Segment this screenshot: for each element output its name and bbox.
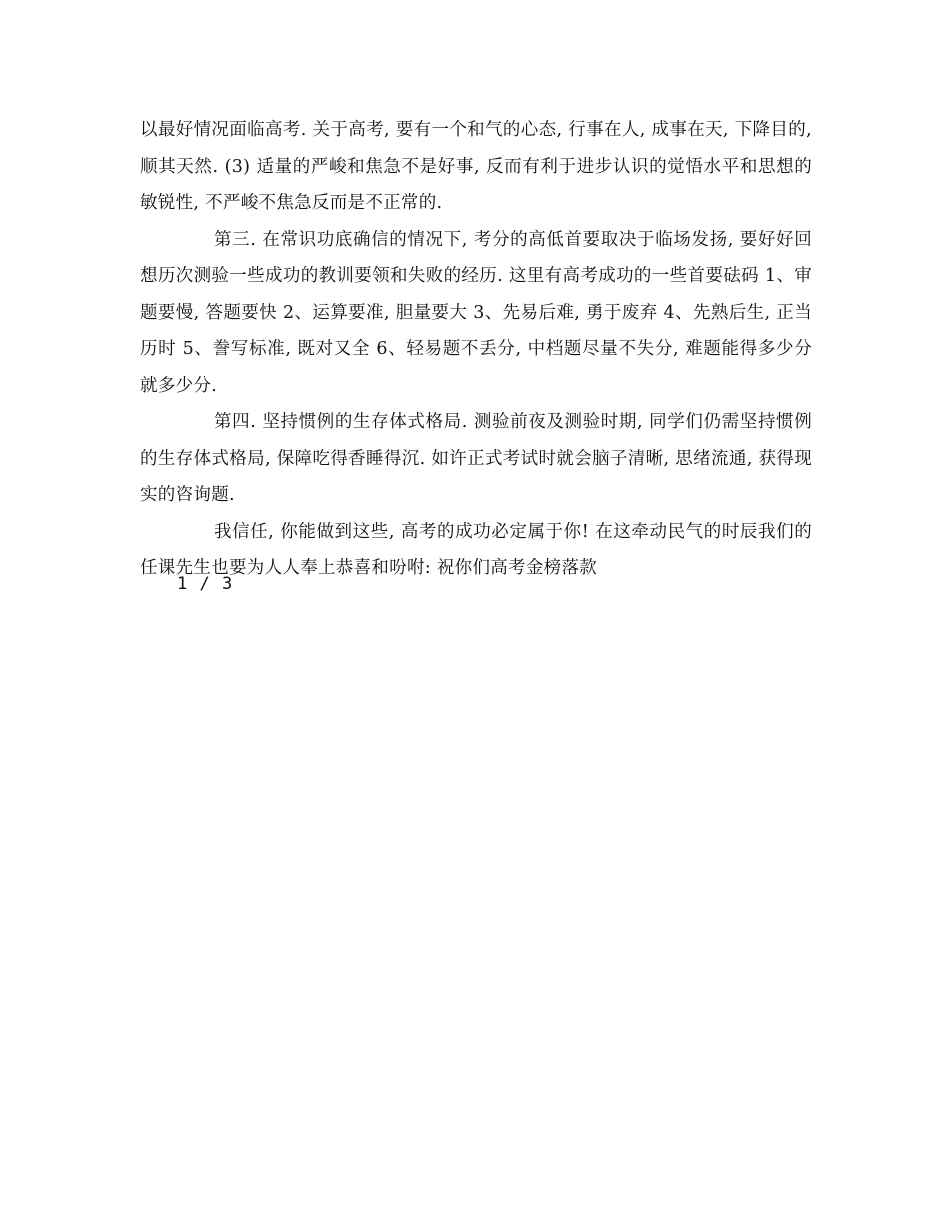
page-number: 1 / 3 <box>177 574 234 594</box>
paragraph-fourth-point: 第四. 坚持惯例的生存体式格局. 测验前夜及测验时期, 同学们仍需坚持惯例的生存体式格局, 保障吃得香睡得沉. 如许正式考试时就会脑子清晰, 思绪流通, 获得现实的咨询题. <box>140 412 812 505</box>
paragraph-continuation: 以最好情况面临高考. 关于高考, 要有一个和气的心态, 行事在人, 成事在天, 下降目的, 顺其天然. (3) 适量的严峻和焦急不是好事, 反而有利于进步认识的觉悟水平和思想的敏锐性, 不严峻不焦急反而是不正常的. <box>140 120 812 213</box>
paragraph-third-point: 第三. 在常识功底确信的情况下, 考分的高低首要取决于临场发扬, 要好好回想历次测验一些成功的教训要领和失败的经历. 这里有高考成功的一些首要砝码 1、审题要慢, 答题要快 2、运算要准, 胆量要大 3、先易后难, 勇于废弃 4、先熟后生, 正当历时 5、誊写标准, 既对又全 6、轻易题不丢分, 中档题尽量不失分, 难题能得多少分就多少分. <box>140 229 812 396</box>
document-body <box>140 112 812 587</box>
paragraph-closing: 我信任, 你能做到这些, 高考的成功必定属于你! 在这牵动民气的时辰我们的任课先生也要为人人奉上恭喜和吩咐: 祝你们高考金榜落款 <box>140 521 812 578</box>
